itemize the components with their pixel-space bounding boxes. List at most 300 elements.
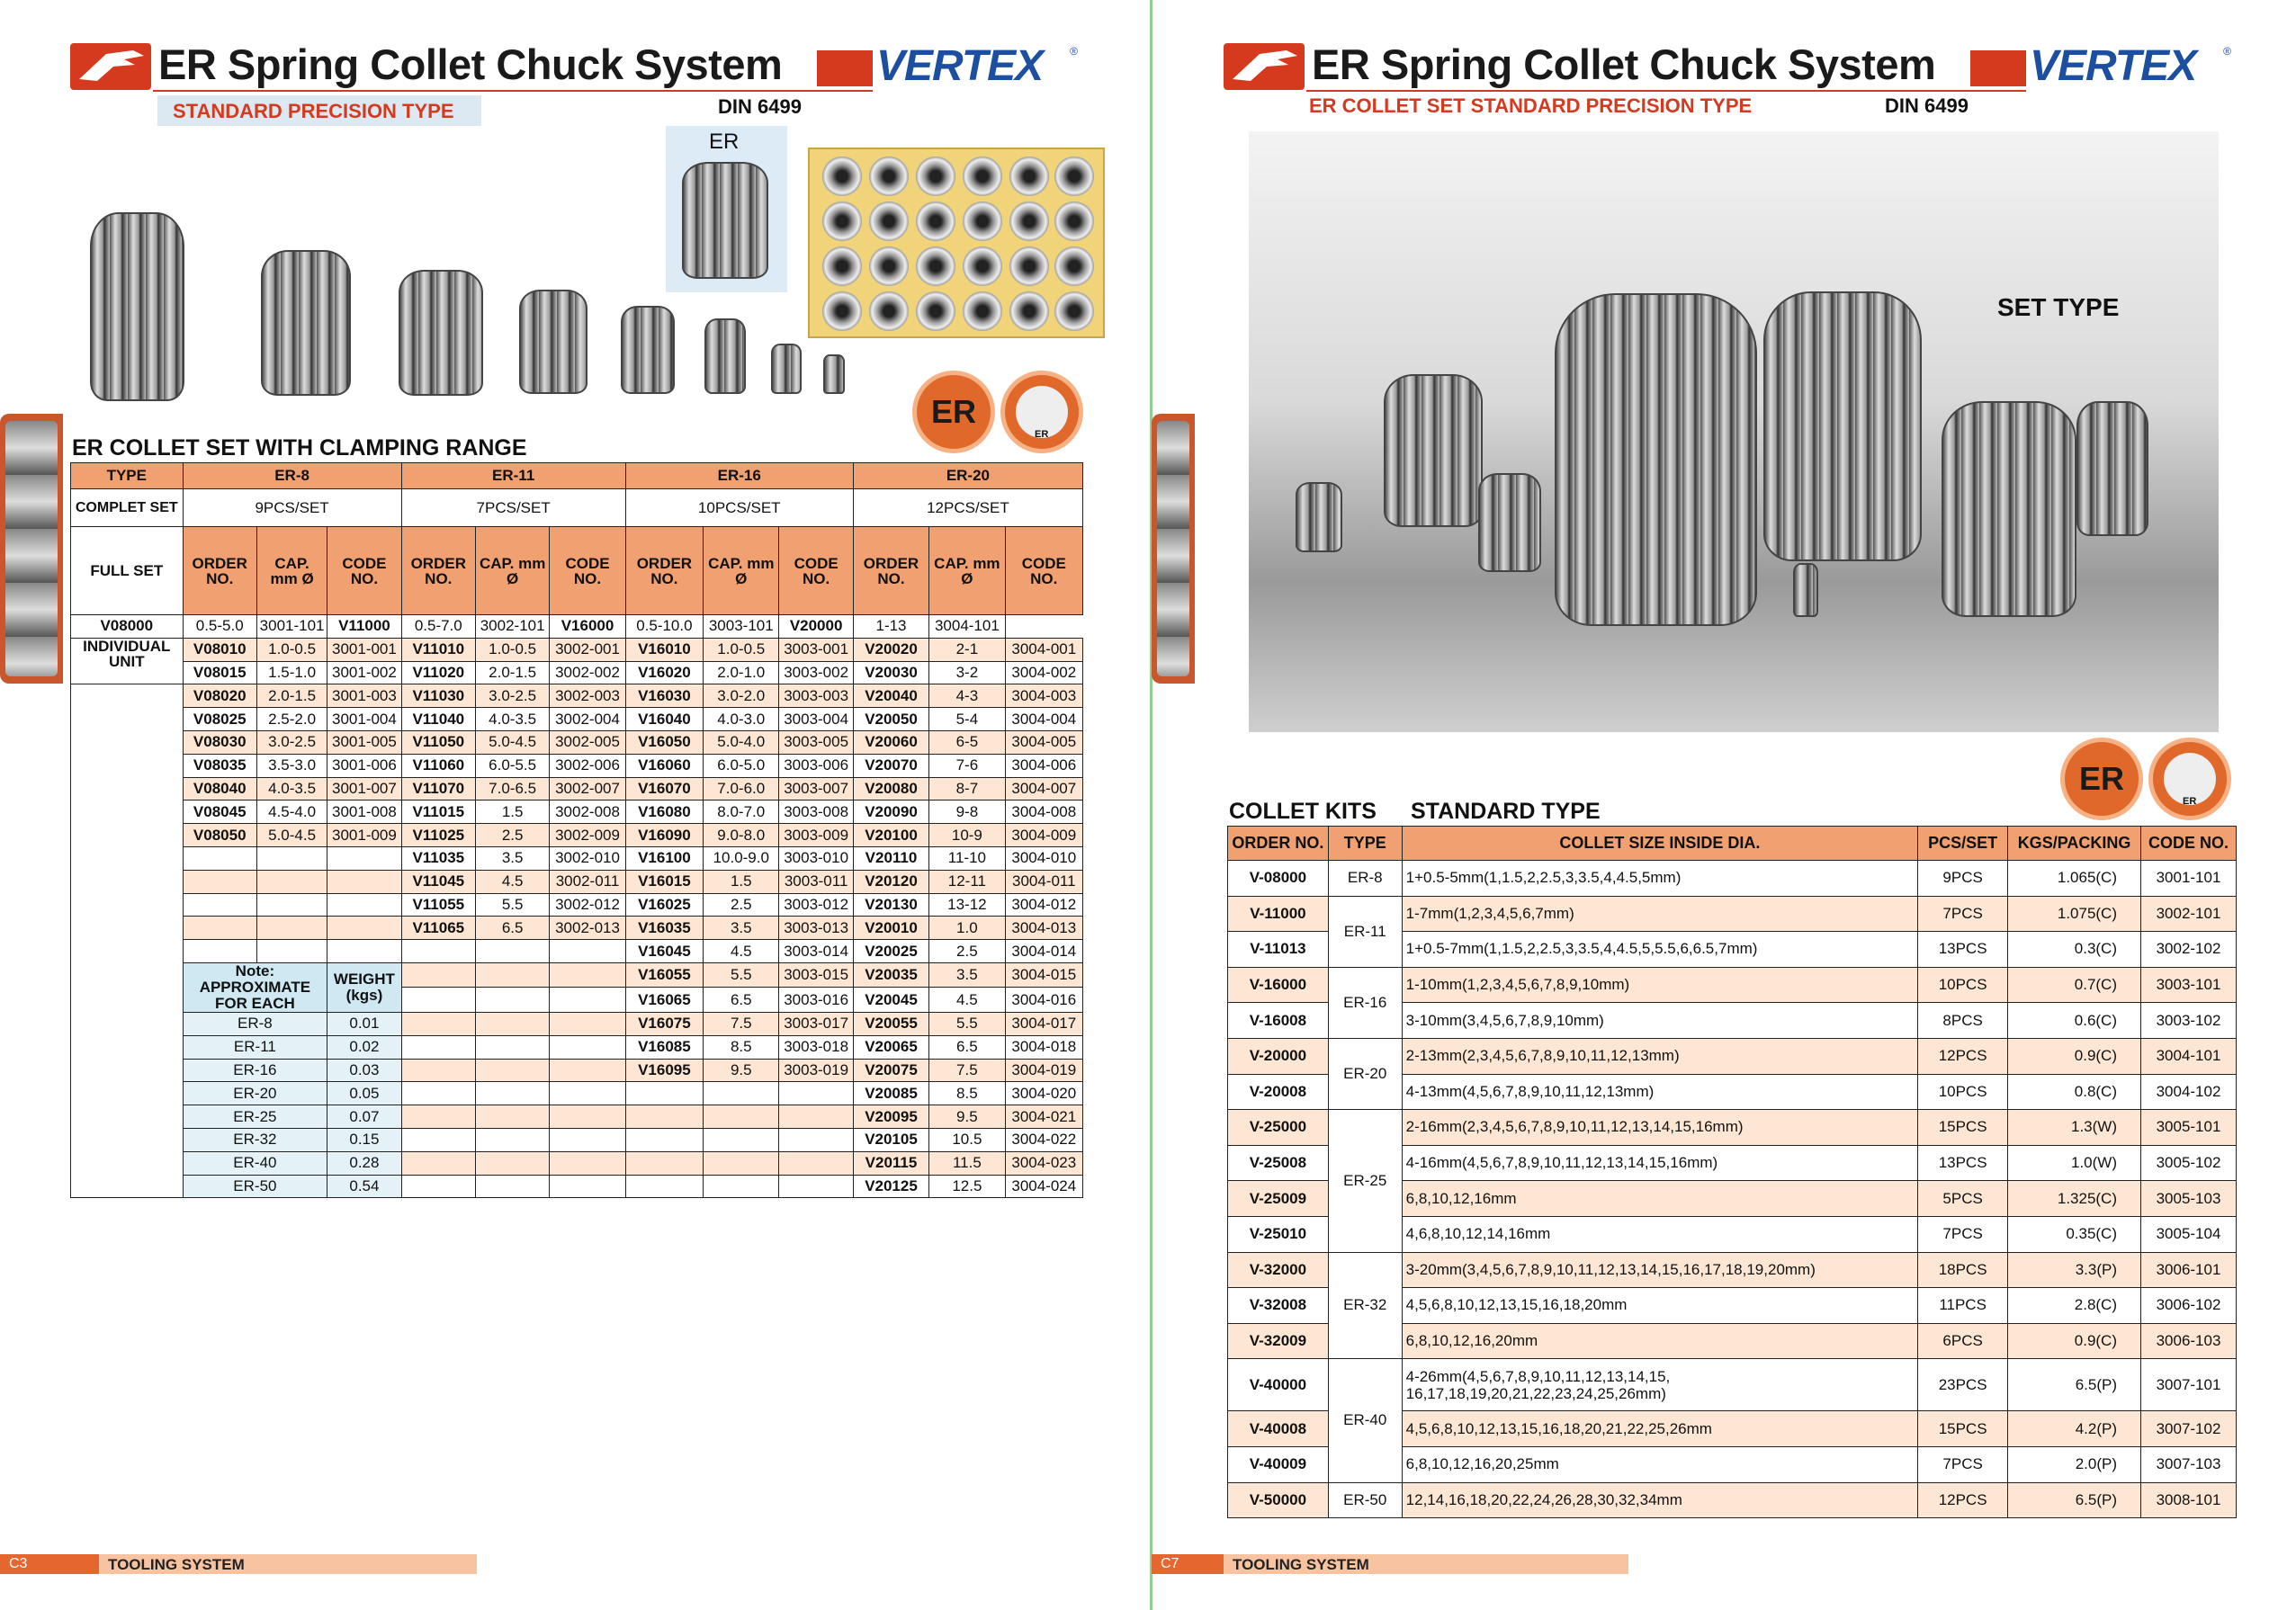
- column-header: TYPE: [1328, 827, 1402, 861]
- collet-photo: [1942, 401, 2076, 617]
- order-no: V11000: [327, 615, 401, 639]
- capacity: 2.5: [929, 940, 1005, 963]
- column-header: KGS/PACKING: [2008, 827, 2141, 861]
- collet-size: 3-10mm(3,4,5,6,7,8,9,10mm): [1402, 1003, 1918, 1039]
- order-no: V20000: [779, 615, 853, 639]
- capacity: 8.5: [704, 1035, 779, 1059]
- order-no: V-25010: [1228, 1216, 1329, 1252]
- code-no: [550, 962, 625, 988]
- code-no: 3002-013: [550, 917, 625, 940]
- collet-size: 4-26mm(4,5,6,7,8,9,10,11,12,13,14,15, 16,17,18,19,20,21,22,23,24,25,26mm): [1402, 1359, 1918, 1411]
- order-no: V16030: [625, 684, 703, 708]
- column-header: CODE NO.: [550, 527, 625, 615]
- capacity: 1-13: [853, 615, 928, 639]
- column-header: ORDER NO.: [625, 527, 703, 615]
- er-collet-image: [666, 126, 787, 292]
- code-no: 3003-101: [704, 615, 779, 639]
- collet-size: 4,5,6,8,10,12,13,15,16,18,20,21,22,25,26mm: [1402, 1411, 1918, 1447]
- collet-size: 6,8,10,12,16mm: [1402, 1181, 1918, 1217]
- kgs-packing: 4.2(P): [2008, 1411, 2141, 1447]
- order-no: V16045: [625, 940, 703, 963]
- bird-logo-icon: [1224, 43, 1305, 90]
- order-no: V-08000: [1228, 861, 1329, 897]
- capacity: 8.5: [929, 1082, 1005, 1105]
- kgs-packing: 1.3(W): [2008, 1110, 2141, 1146]
- capacity: [475, 1105, 549, 1129]
- order-no: V16000: [550, 615, 625, 639]
- capacity: 8-7: [929, 777, 1005, 801]
- column-header: ORDER NO.: [1228, 827, 1329, 861]
- collet-photo: [1793, 563, 1818, 617]
- order-no: V20110: [853, 846, 928, 870]
- code-no: 3003-102: [2141, 1003, 2237, 1039]
- order-no: V20090: [853, 801, 928, 824]
- capacity: 3.5-3.0: [256, 754, 327, 777]
- code-no: 3004-019: [1005, 1059, 1082, 1082]
- section-title-kits: COLLET KITS: [1229, 799, 1377, 824]
- footer-label: TOOLING SYSTEM: [1224, 1554, 1628, 1574]
- order-no: V11010: [401, 638, 475, 661]
- order-no: V20070: [853, 754, 928, 777]
- code-no: 3003-002: [779, 661, 853, 684]
- pcs-per-set: 15PCS: [1918, 1411, 2008, 1447]
- capacity: 6-5: [929, 730, 1005, 754]
- collet-photo: [261, 250, 351, 396]
- order-no: V08040: [183, 777, 256, 801]
- capacity: 4.5: [704, 940, 779, 963]
- order-no: V11045: [401, 870, 475, 893]
- collet-photo: [823, 354, 845, 394]
- capacity: [704, 1151, 779, 1175]
- weight-value: 0.54: [327, 1175, 401, 1198]
- table-row: [71, 730, 1083, 754]
- brand-name: VERTEX: [2030, 42, 2197, 90]
- order-no: V20045: [853, 988, 928, 1013]
- capacity: 1.5: [475, 801, 549, 824]
- order-no: [401, 1128, 475, 1151]
- code-no: 3003-004: [779, 708, 853, 731]
- capacity: 2.0-1.5: [256, 684, 327, 708]
- column-header: CODE NO.: [779, 527, 853, 615]
- set-type-label: SET TYPE: [1997, 293, 2120, 321]
- code-no: 3004-024: [1005, 1175, 1082, 1198]
- code-no: 3003-101: [2141, 967, 2237, 1003]
- code-no: 3003-013: [779, 917, 853, 940]
- table-row: [71, 1175, 1083, 1198]
- order-no: [401, 1151, 475, 1175]
- table-row: [1228, 1038, 2237, 1074]
- code-no: 3004-101: [929, 615, 1005, 639]
- table-row: [71, 754, 1083, 777]
- order-no: V08000: [71, 615, 184, 639]
- title-rule: [153, 90, 873, 92]
- complete-set-label: COMPLET SET: [71, 489, 184, 527]
- order-no: V-50000: [1228, 1482, 1329, 1518]
- order-no: V11025: [401, 824, 475, 847]
- capacity: 9.5: [929, 1105, 1005, 1129]
- full-set-label: FULL SET: [71, 527, 184, 615]
- collet-photo: [399, 270, 483, 396]
- collet-photo: [1478, 473, 1541, 572]
- column-header: CAP. mm Ø: [704, 527, 779, 615]
- section-title: ER COLLET SET WITH CLAMPING RANGE: [72, 435, 527, 461]
- collet-photo: [2076, 401, 2148, 536]
- clamping-range-table: [70, 462, 1083, 1198]
- order-no: V11030: [401, 684, 475, 708]
- note-label: Note: APPROXIMATE FOR EACH: [183, 962, 327, 1012]
- kgs-packing: 0.8(C): [2008, 1074, 2141, 1110]
- right-header: [1224, 36, 2267, 99]
- order-no: V20025: [853, 940, 928, 963]
- capacity: [704, 1082, 779, 1105]
- collet-type: ER-8: [1328, 861, 1402, 897]
- capacity: 7.0-6.0: [704, 777, 779, 801]
- code-no: 3002-007: [550, 777, 625, 801]
- capacity: 6.0-5.0: [704, 754, 779, 777]
- capacity: 3.0-2.0: [704, 684, 779, 708]
- code-no: [550, 1151, 625, 1175]
- order-no: [401, 940, 475, 963]
- capacity: 5.5: [929, 1012, 1005, 1035]
- code-no: [779, 1151, 853, 1175]
- order-no: V08050: [183, 824, 256, 847]
- code-no: 3001-009: [327, 824, 401, 847]
- order-no: V-11013: [1228, 932, 1329, 968]
- order-no: V-25009: [1228, 1181, 1329, 1217]
- vertex-logo-icon: [817, 50, 873, 86]
- capacity: 9-8: [929, 801, 1005, 824]
- capacity: 2-1: [929, 638, 1005, 661]
- order-no: V16040: [625, 708, 703, 731]
- order-no: V20055: [853, 1012, 928, 1035]
- capacity: 6.5: [475, 917, 549, 940]
- capacity: 6.5: [929, 1035, 1005, 1059]
- pcs-per-set: 7PCS: [1918, 1216, 2008, 1252]
- capacity: 3.0-2.5: [475, 684, 549, 708]
- capacity: [475, 1151, 549, 1175]
- order-no: V08045: [183, 801, 256, 824]
- collet-photo: [90, 212, 184, 401]
- pcs-per-set: 13PCS: [1918, 1145, 2008, 1181]
- capacity: 12-11: [929, 870, 1005, 893]
- section-title-standard: STANDARD TYPE: [1411, 799, 1601, 824]
- order-no: V-20008: [1228, 1074, 1329, 1110]
- capacity: 4.5: [475, 870, 549, 893]
- code-no: [550, 988, 625, 1013]
- code-no: 3002-002: [550, 661, 625, 684]
- kgs-packing: 2.0(P): [2008, 1446, 2141, 1482]
- table-row: [1228, 861, 2237, 897]
- code-no: 3002-003: [550, 684, 625, 708]
- code-no: [779, 1128, 853, 1151]
- order-no: [183, 846, 256, 870]
- order-no: V-40000: [1228, 1359, 1329, 1411]
- code-no: 3004-013: [1005, 917, 1082, 940]
- table-row: [1228, 1110, 2237, 1146]
- page-subtitle: STANDARD PRECISION TYPE: [173, 100, 454, 122]
- capacity: 2.5: [704, 893, 779, 917]
- capacity: 1.5: [704, 870, 779, 893]
- order-no: V16055: [625, 962, 703, 988]
- table-row: [71, 846, 1083, 870]
- collet-size: 4,6,8,10,12,14,16mm: [1402, 1216, 1918, 1252]
- order-no: V11065: [401, 917, 475, 940]
- table-row: [1228, 1482, 2237, 1518]
- order-no: [625, 1128, 703, 1151]
- weight-value: 0.05: [327, 1082, 401, 1105]
- weight-type: ER-32: [183, 1128, 327, 1151]
- order-no: V16025: [625, 893, 703, 917]
- kgs-packing: 6.5(P): [2008, 1359, 2141, 1411]
- order-no: V20075: [853, 1059, 928, 1082]
- kgs-packing: 0.9(C): [2008, 1038, 2141, 1074]
- order-no: V20020: [853, 638, 928, 661]
- capacity: [704, 1105, 779, 1129]
- capacity: 5.5: [475, 893, 549, 917]
- collet-size: 12,14,16,18,20,22,24,26,28,30,32,34mm: [1402, 1482, 1918, 1518]
- capacity: 11.5: [929, 1151, 1005, 1175]
- kgs-packing: 0.9(C): [2008, 1323, 2141, 1359]
- capacity: [475, 1035, 549, 1059]
- weight-value: 0.28: [327, 1151, 401, 1175]
- group-header-er11: ER-11: [401, 463, 625, 489]
- table-row: [71, 893, 1083, 917]
- collet-type: ER-40: [1328, 1359, 1402, 1482]
- column-header: CAP. mm Ø: [929, 527, 1005, 615]
- group-header-er16: ER-16: [625, 463, 853, 489]
- collet-size: 1-10mm(1,2,3,4,5,6,7,8,9,10mm): [1402, 967, 1918, 1003]
- capacity: 4-3: [929, 684, 1005, 708]
- code-no: [550, 1059, 625, 1082]
- code-no: 3002-005: [550, 730, 625, 754]
- pcs-per-set: 7PCS: [1918, 896, 2008, 932]
- code-no: 3002-006: [550, 754, 625, 777]
- code-no: 3003-017: [779, 1012, 853, 1035]
- capacity: [475, 1059, 549, 1082]
- order-no: V08020: [183, 684, 256, 708]
- code-no: 3004-017: [1005, 1012, 1082, 1035]
- code-no: 3003-015: [779, 962, 853, 988]
- er-chuck-badge-text: ER: [2183, 796, 2197, 807]
- capacity: 3.5: [475, 846, 549, 870]
- code-no: 3003-010: [779, 846, 853, 870]
- code-no: 3001-007: [327, 777, 401, 801]
- order-no: V20095: [853, 1105, 928, 1129]
- capacity: 3-2: [929, 661, 1005, 684]
- order-no: V-32000: [1228, 1252, 1329, 1288]
- capacity: 5.0-4.5: [256, 824, 327, 847]
- code-no: 3001-101: [256, 615, 327, 639]
- capacity: 4.5: [929, 988, 1005, 1013]
- er-badge-text: ER: [930, 393, 976, 430]
- order-no: V20115: [853, 1151, 928, 1175]
- collet-size: 4-13mm(4,5,6,7,8,9,10,11,12,13mm): [1402, 1074, 1918, 1110]
- collet-size: 1+0.5-7mm(1,1.5,2,2.5,3,3.5,4,4.5,5,5.5,6,6.5,7mm): [1402, 932, 1918, 968]
- code-no: 3004-015: [1005, 962, 1082, 988]
- code-no: 3002-012: [550, 893, 625, 917]
- code-no: 3007-103: [2141, 1446, 2237, 1482]
- pcs-per-set: 8PCS: [1918, 1003, 2008, 1039]
- collet-tray-photo: [808, 148, 1105, 338]
- capacity: 7-6: [929, 754, 1005, 777]
- order-no: V16010: [625, 638, 703, 661]
- capacity: 5.5: [704, 962, 779, 988]
- weight-type: ER-20: [183, 1082, 327, 1105]
- order-no: [183, 870, 256, 893]
- set-count-er8: 9PCS/SET: [183, 489, 401, 527]
- code-no: 3002-004: [550, 708, 625, 731]
- pcs-per-set: 12PCS: [1918, 1482, 2008, 1518]
- collet-type: ER-32: [1328, 1252, 1402, 1359]
- code-no: 3002-101: [475, 615, 549, 639]
- capacity: [475, 1128, 549, 1151]
- collet-size: 2-16mm(2,3,4,5,6,7,8,9,10,11,12,13,14,15,16mm): [1402, 1110, 1918, 1146]
- code-no: 3004-007: [1005, 777, 1082, 801]
- capacity: [256, 870, 327, 893]
- weight-type: ER-25: [183, 1105, 327, 1129]
- order-no: V16100: [625, 846, 703, 870]
- order-no: V20100: [853, 824, 928, 847]
- order-no: V11070: [401, 777, 475, 801]
- order-no: [401, 962, 475, 988]
- table-row: [1228, 1252, 2237, 1288]
- code-no: 3004-006: [1005, 754, 1082, 777]
- order-no: [401, 1105, 475, 1129]
- capacity: [256, 846, 327, 870]
- order-no: V-40008: [1228, 1411, 1329, 1447]
- code-no: [327, 846, 401, 870]
- table-row: [71, 1082, 1083, 1105]
- kgs-packing: 2.8(C): [2008, 1288, 2141, 1324]
- code-no: 3002-009: [550, 824, 625, 847]
- pcs-per-set: 15PCS: [1918, 1110, 2008, 1146]
- pcs-per-set: 18PCS: [1918, 1252, 2008, 1288]
- capacity: 2.0-1.5: [475, 661, 549, 684]
- din-standard: DIN 6499: [718, 95, 802, 118]
- weight-type: ER-40: [183, 1151, 327, 1175]
- capacity: 1.0-0.5: [475, 638, 549, 661]
- capacity: 1.0: [929, 917, 1005, 940]
- table-row: [71, 661, 1083, 684]
- table-row: [71, 684, 1083, 708]
- code-no: [550, 1128, 625, 1151]
- er-chuck-badge-icon: [2148, 738, 2231, 820]
- table-row: [71, 1059, 1083, 1082]
- code-no: [550, 1105, 625, 1129]
- order-no: V16065: [625, 988, 703, 1013]
- weight-value: 0.03: [327, 1059, 401, 1082]
- code-no: 3003-003: [779, 684, 853, 708]
- code-no: 3003-018: [779, 1035, 853, 1059]
- table-row: [71, 801, 1083, 824]
- order-no: V-20000: [1228, 1038, 1329, 1074]
- column-header: CAP. mm Ø: [256, 527, 327, 615]
- table-row: [71, 777, 1083, 801]
- page-number: C7: [1152, 1554, 1224, 1574]
- weight-label: WEIGHT (kgs): [327, 962, 401, 1012]
- code-no: 3003-009: [779, 824, 853, 847]
- code-no: 3002-001: [550, 638, 625, 661]
- pcs-per-set: 11PCS: [1918, 1288, 2008, 1324]
- code-no: 3003-006: [779, 754, 853, 777]
- order-no: V-25008: [1228, 1145, 1329, 1181]
- code-no: 3005-104: [2141, 1216, 2237, 1252]
- capacity: [475, 1175, 549, 1198]
- collet-photo: [1296, 482, 1342, 552]
- code-no: 3001-002: [327, 661, 401, 684]
- collet-photo: [682, 162, 768, 279]
- table-row: [71, 940, 1083, 963]
- title-rule: [1306, 90, 2026, 92]
- capacity: 9.0-8.0: [704, 824, 779, 847]
- set-count-er16: 10PCS/SET: [625, 489, 853, 527]
- collet-kits-table: [1227, 826, 2237, 1518]
- capacity: 4.0-3.5: [475, 708, 549, 731]
- code-no: [779, 1175, 853, 1198]
- order-no: V08015: [183, 661, 256, 684]
- table-row: [1228, 1359, 2237, 1411]
- table-row: [71, 1151, 1083, 1175]
- right-page: [1152, 0, 2296, 1610]
- individual-unit-label: INDIVIDUAL UNIT: [71, 638, 184, 684]
- group-header-er8: ER-8: [183, 463, 401, 489]
- vertex-logo-icon: [1970, 50, 2026, 86]
- capacity: 10.5: [929, 1128, 1005, 1151]
- code-no: [550, 1012, 625, 1035]
- code-no: 3001-101: [2141, 861, 2237, 897]
- collet-type: ER-25: [1328, 1110, 1402, 1252]
- code-no: 3004-016: [1005, 988, 1082, 1013]
- pcs-per-set: 5PCS: [1918, 1181, 2008, 1217]
- code-no: 3003-012: [779, 893, 853, 917]
- code-no: 3004-009: [1005, 824, 1082, 847]
- order-no: V20120: [853, 870, 928, 893]
- collet-size: 2-13mm(2,3,4,5,6,7,8,9,10,11,12,13mm): [1402, 1038, 1918, 1074]
- capacity: 0.5-10.0: [625, 615, 703, 639]
- collet-size: 6,8,10,12,16,20mm: [1402, 1323, 1918, 1359]
- capacity: [475, 940, 549, 963]
- table-row: [71, 962, 1083, 988]
- brand-name: VERTEX: [876, 42, 1044, 90]
- capacity: 6.0-5.5: [475, 754, 549, 777]
- code-no: 3004-020: [1005, 1082, 1082, 1105]
- order-no: [625, 1082, 703, 1105]
- code-no: 3001-001: [327, 638, 401, 661]
- capacity: 12.5: [929, 1175, 1005, 1198]
- weight-type: ER-8: [183, 1012, 327, 1035]
- order-no: V11040: [401, 708, 475, 731]
- code-no: 3002-011: [550, 870, 625, 893]
- order-no: V08035: [183, 754, 256, 777]
- kgs-packing: 1.325(C): [2008, 1181, 2141, 1217]
- collet-photo: [519, 290, 587, 394]
- collet-photo: [1555, 293, 1757, 626]
- order-no: V16050: [625, 730, 703, 754]
- collet-photo: [1384, 374, 1483, 527]
- weight-value: 0.15: [327, 1128, 401, 1151]
- capacity: 1.0-0.5: [256, 638, 327, 661]
- order-no: V20040: [853, 684, 928, 708]
- table-row: [71, 917, 1083, 940]
- code-no: 3004-010: [1005, 846, 1082, 870]
- order-no: [183, 893, 256, 917]
- collet-size: 1-7mm(1,2,3,4,5,6,7mm): [1402, 896, 1918, 932]
- er-chuck-badge-text: ER: [1035, 429, 1049, 440]
- capacity: 7.0-6.5: [475, 777, 549, 801]
- code-no: 3003-019: [779, 1059, 853, 1082]
- order-no: V16095: [625, 1059, 703, 1082]
- order-no: V11060: [401, 754, 475, 777]
